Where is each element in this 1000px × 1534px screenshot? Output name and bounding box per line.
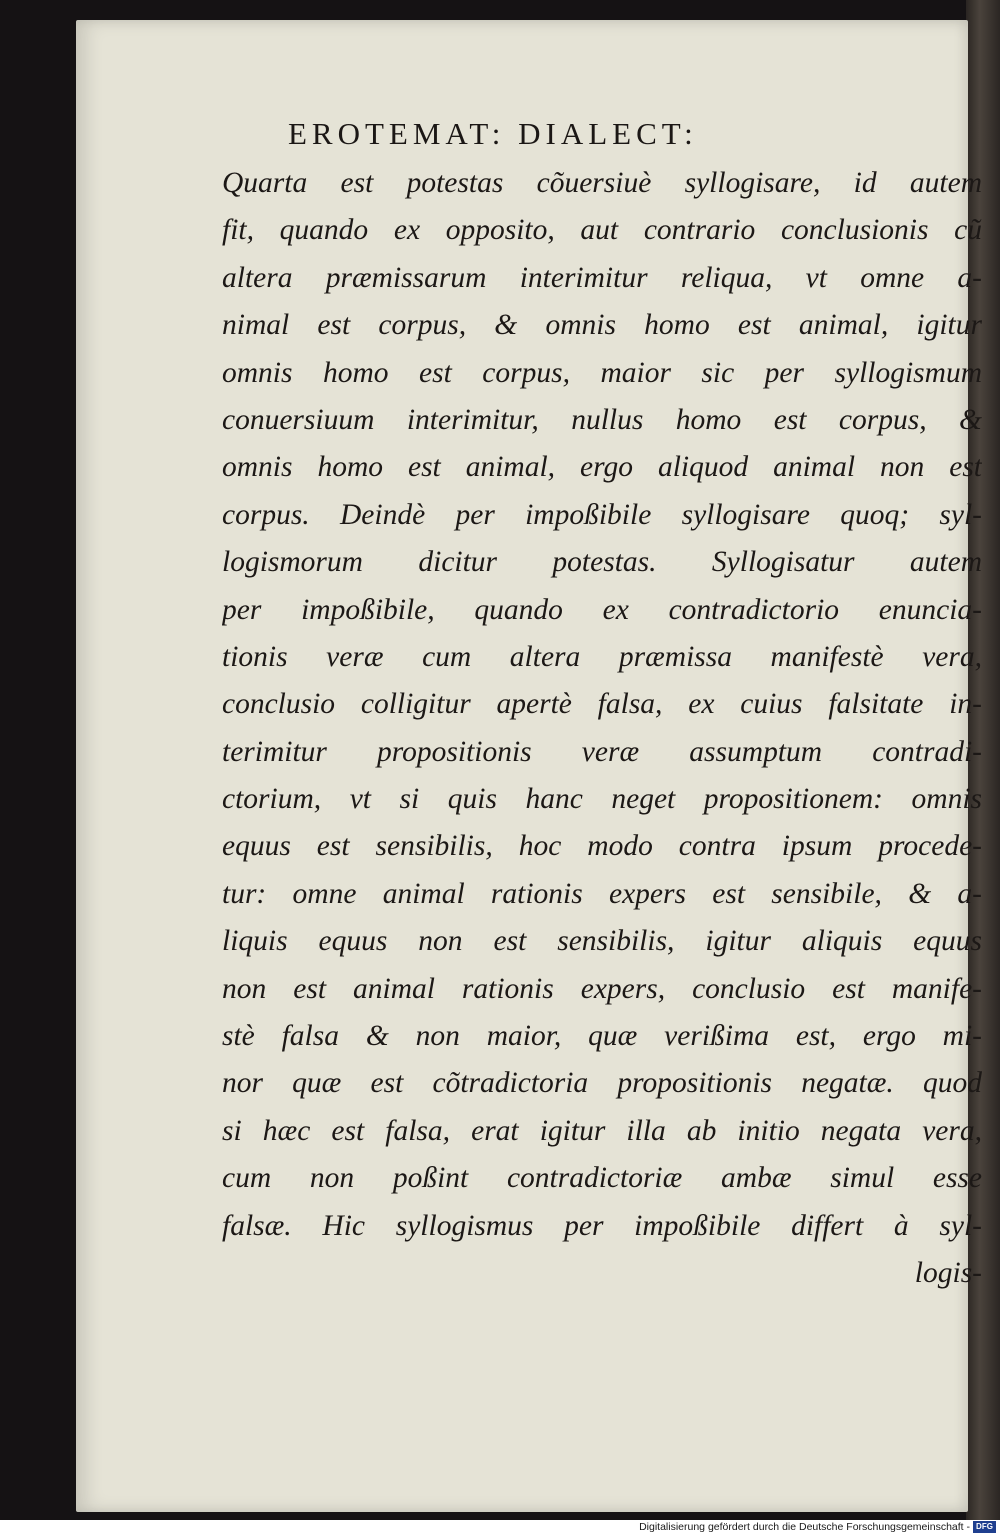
text-line: ctorium, vt si quis hanc neget propositionem: omnis bbox=[222, 783, 982, 816]
text-line: non est animal rationis expers, conclusio est manife- bbox=[222, 972, 982, 1005]
text-line: nor quæ est cõtradictoria propositionis negatæ. quod bbox=[222, 1067, 982, 1100]
running-head: EROTEMAT: DIALECT: bbox=[288, 116, 698, 151]
digitization-footer bbox=[0, 1520, 1000, 1534]
text-line: cum non poßint contradictoriæ ambæ simul esse bbox=[222, 1162, 982, 1195]
text-line: tionis veræ cum altera præmissa manifestè vera, bbox=[222, 640, 982, 673]
text-line: Quarta est potestas cõuersiuè syllogisare, id autem bbox=[222, 167, 982, 199]
text-line: corpus. Deindè per impoßibile syllogisare quoq; syl- bbox=[222, 498, 982, 531]
funding-credit: Digitalisierung gefördert durch die Deutsche Forschungsgemeinschaft - bbox=[639, 1521, 970, 1533]
catchword: logis- bbox=[914, 1256, 982, 1289]
text-line: conclusio colligitur apertè falsa, ex cuius falsitate in- bbox=[222, 688, 982, 721]
text-line: fit, quando ex opposito, aut contrario conclusionis cũ bbox=[222, 214, 982, 247]
dfg-logo: DFG bbox=[973, 1521, 996, 1533]
text-line: terimitur propositionis veræ assumptum contradi- bbox=[222, 735, 982, 768]
text-line: falsæ. Hic syllogismus per impoßibile differt à syl- bbox=[222, 1209, 982, 1242]
text-line: tur: omne animal rationis expers est sensibile, & a- bbox=[222, 877, 982, 910]
page-body-text bbox=[222, 160, 982, 1297]
text-line: omnis homo est corpus, maior sic per syllogismum bbox=[222, 356, 982, 389]
text-line: per impoßibile, quando ex contradictorio enuncia- bbox=[222, 593, 982, 626]
text-line: nimal est corpus, & omnis homo est animal, igitur bbox=[222, 309, 982, 342]
text-line: omnis homo est animal, ergo aliquod animal non est bbox=[222, 451, 982, 484]
text-line: conuersiuum interimitur, nullus homo est corpus, & bbox=[222, 403, 982, 436]
text-line: equus est sensibilis, hoc modo contra ipsum procede- bbox=[222, 830, 982, 863]
text-line: stè falsa & non maior, quæ verißima est, ergo mi- bbox=[222, 1020, 982, 1053]
text-line: logismorum dicitur potestas. Syllogisatur autem bbox=[222, 546, 982, 579]
text-line: si hæc est falsa, erat igitur illa ab initio negata vera, bbox=[222, 1114, 982, 1147]
text-line: altera præmissarum interimitur reliqua, vt omne a- bbox=[222, 261, 982, 294]
text-line: liquis equus non est sensibilis, igitur aliquis equus bbox=[222, 925, 982, 958]
